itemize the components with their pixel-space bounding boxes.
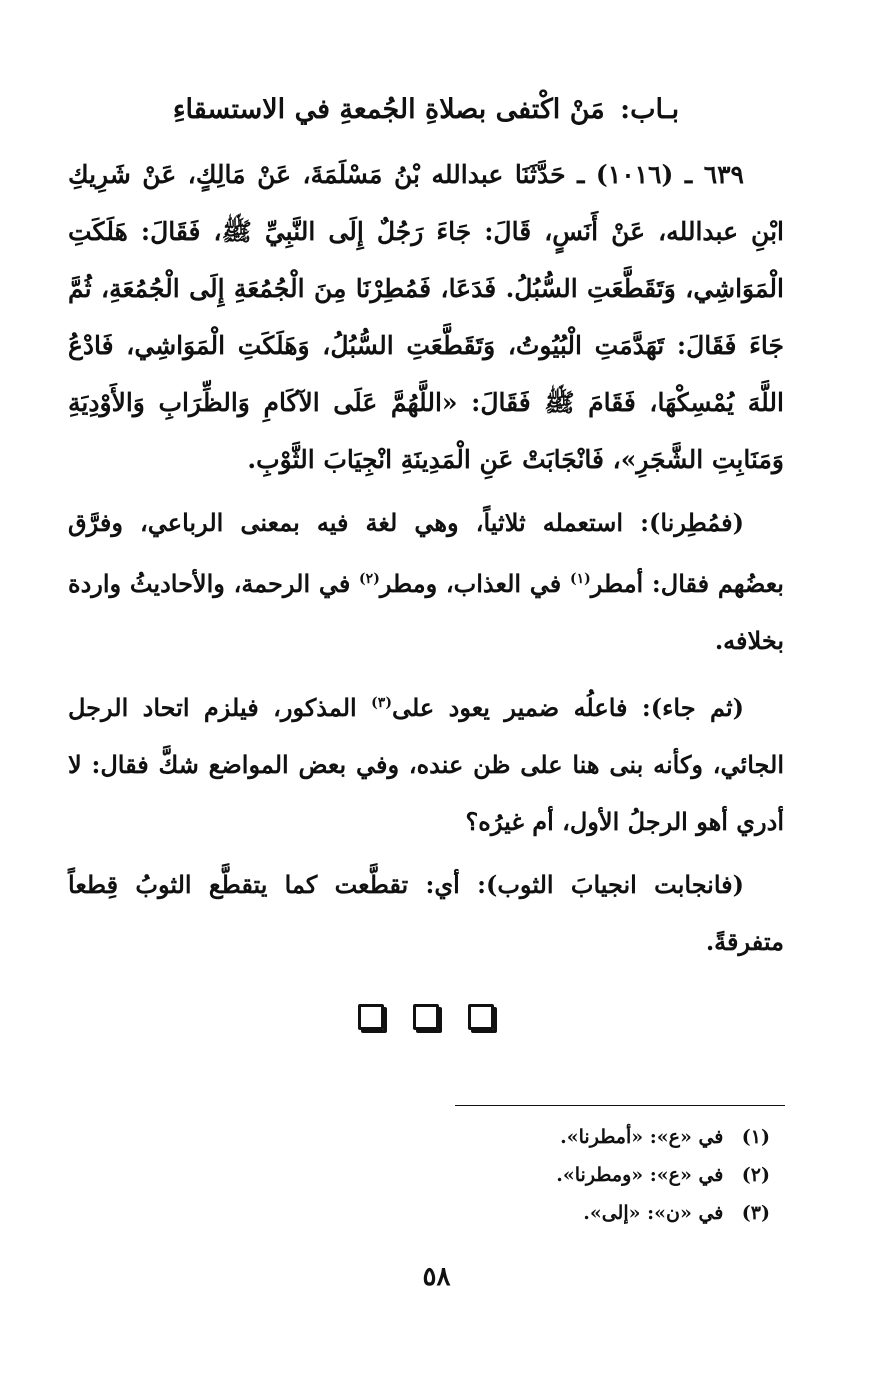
square-ornament-icon	[413, 1004, 439, 1030]
footnotes	[300, 1118, 770, 1232]
footnote-ref: (٣)	[371, 695, 392, 711]
commentary-text: (فمُطِرنا): استعمله ثلاثياً، وهي لغة فيه بمعنى الرباعي، وفرَّق بعضُهم فقال: أمطر	[68, 508, 784, 598]
section-separator	[68, 1004, 784, 1034]
footnote-ref: (٢)	[359, 571, 380, 587]
commentary-paragraph	[68, 856, 784, 970]
commentary-text: في العذاب، ومطر	[379, 569, 570, 598]
footnote	[300, 1156, 770, 1194]
commentary-text: (ثم جاء): فاعلُه ضمير يعود على	[391, 693, 744, 722]
page-number: ٥٨	[422, 1262, 451, 1292]
commentary-paragraph	[68, 494, 784, 669]
chapter-heading	[68, 86, 784, 134]
page-body	[68, 86, 784, 1034]
footnote	[300, 1194, 770, 1232]
footnote-number: (٢)	[741, 1164, 770, 1186]
footnote-text: في «ع»: «ومطرنا».	[556, 1164, 724, 1186]
footnote-ref: (١)	[569, 571, 591, 587]
square-ornament-icon	[468, 1004, 494, 1030]
square-ornament-icon	[358, 1004, 384, 1030]
commentary-text: المذكور، فيلزم اتحاد الرجل الجائي، وكأنه بنى هنا على ظن عنده، وفي بعض المواضع شكَّ فقال: لا أدري أهو الرجلُ الأول، أم غيرُه؟	[68, 693, 784, 836]
footnote-divider	[455, 1105, 785, 1106]
chapter-label: بـاب:	[620, 94, 680, 125]
hadith-text: ٦٣٩ ـ (١٠١٦) ـ حَدَّثَنَا عبدالله بْنُ مَسْلَمَةَ، عَنْ مَالِكٍ، عَنْ شَرِيكِ ابْنِ عبدالله، عَنْ أَنَسٍ، قَالَ: جَاءَ رَجُلٌ إِلَى النَّبِيِّ ﷺ، فَقَالَ: هَلَكَتِ الْمَوَاشِي، وَتَقَطَّعَتِ السُّبُلُ. فَدَعَا، فَمُطِرْنَا مِنَ الْجُمُعَةِ إِلَى الْجُمُعَةِ، ثُمَّ جَاءَ فَقَالَ: تَهَدَّمَتِ الْبُيُوتُ، وَتَقَطَّعَتِ السُّبُلُ، وَهَلَكَتِ الْمَوَاشِي، فَادْعُ اللَّهَ يُمْسِكْهَا، فَقَامَ ﷺ فَقَالَ: «اللَّهُمَّ عَلَى الآكَامِ وَالظِّرَابِ وَالأَوْدِيَةِ وَمَنَابِتِ الشَّجَرِ»، فَانْجَابَتْ عَنِ الْمَدِينَةِ انْجِيَابَ الثَّوْبِ.	[68, 160, 784, 474]
chapter-title: مَنْ اكْتفى بصلاةِ الجُمعةِ في الاستسقاءِ	[172, 94, 605, 125]
footnote-number: (١)	[741, 1126, 770, 1148]
commentary-paragraph	[68, 675, 784, 850]
commentary-text: (فانجابت انجيابَ الثوب): أي: تقطَّعت كما يتقطَّع الثوبُ قِطعاً متفرقةً.	[68, 870, 784, 956]
commentary-text: في الرحمة، والأحاديثُ واردة بخلافه.	[68, 569, 784, 655]
footnote-text: في «ن»: «إلى».	[583, 1202, 724, 1224]
footnote-text: في «ع»: «أمطرنا».	[560, 1126, 724, 1148]
footnote-number: (٣)	[741, 1202, 770, 1224]
footnote	[300, 1118, 770, 1156]
